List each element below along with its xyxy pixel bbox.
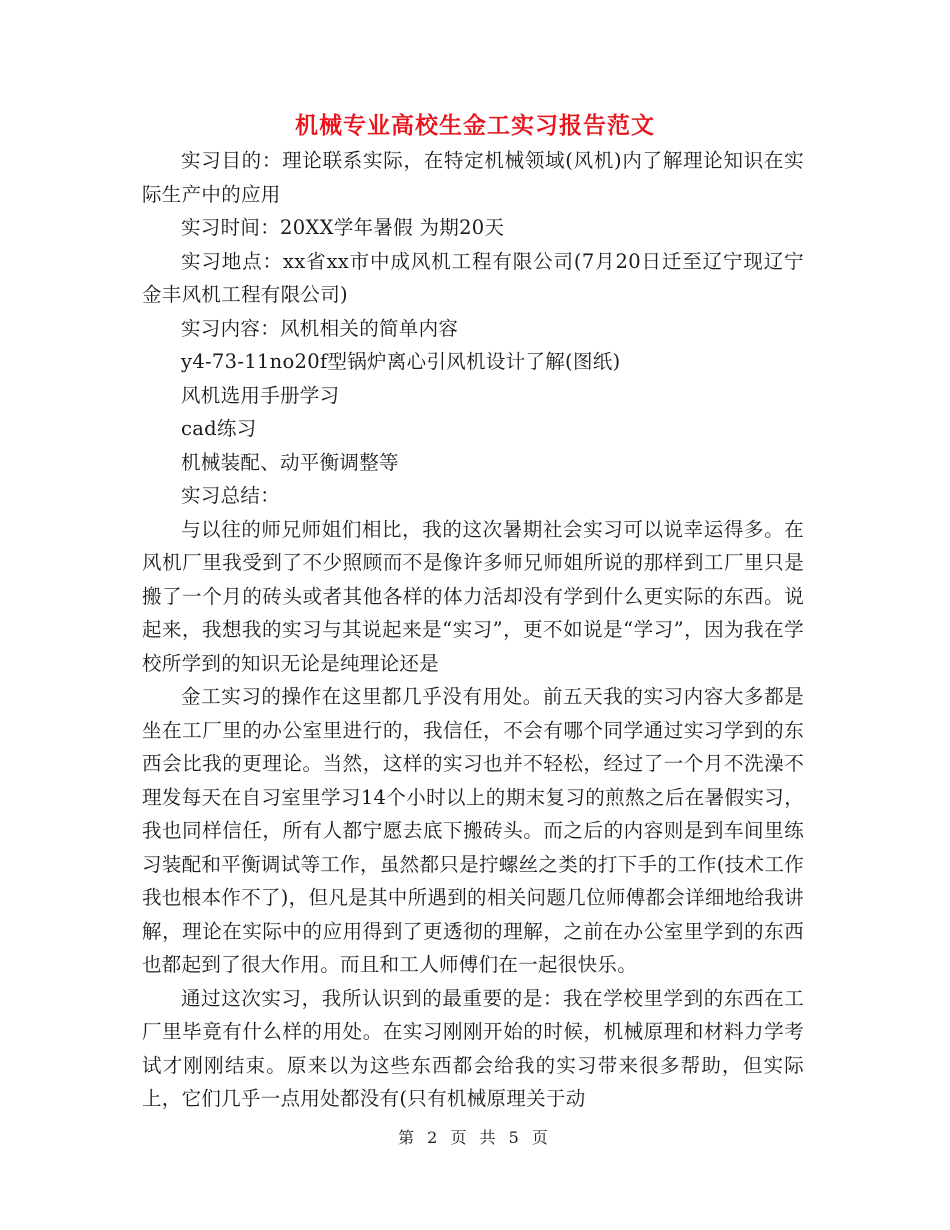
paragraph-item-assembly: 机械装配、动平衡调整等	[181, 450, 399, 474]
paragraph-location: 实习地点：xx省xx市中成风机工程有限公司(7月20日迁至辽宁现辽宁金丰风机工程有限公司)	[142, 249, 804, 306]
paragraph-summary-heading: 实习总结：	[181, 484, 281, 507]
document-body	[142, 144, 804, 1116]
paragraph-summary-2: 金工实习的操作在这里都几乎没有用处。前五天我的实习内容大多都是坐在工厂里的办公室里进行的，我信任，不会有哪个同学通过实习学到的东西会比我的更理论。当然，这样的实习也并不轻松，经过了一个月不洗澡不理发每天在自习室里学习14个小时以上的期末复习的煎熬之后在暑假实习，我也同样信任，所有人都宁愿去底下搬砖头。而之后的内容则是到车间里练习装配和平衡调试等工作，虽然都只是拧螺丝之类的打下手的工作(技术工作我也根本作不了)，但凡是其中所遇到的相关问题几位师傅都会详细地给我讲解，理论在实际中的应用得到了更透彻的理解，之前在办公室里学到的东西也都起到了很大作用。而且和工人师傅们在一起很快乐。	[142, 685, 804, 976]
paragraph-time: 实习时间：20XX学年暑假 为期20天	[181, 216, 505, 239]
page-number-footer: 第 2 页 共 5 页	[398, 1128, 552, 1147]
paragraph-content: 实习内容：风机相关的简单内容	[181, 316, 459, 340]
paragraph-summary-1: 与以往的师兄师姐们相比，我的这次暑期社会实习可以说幸运得多。在风机厂里我受到了不少照顾而不是像许多师兄师姐所说的那样到工厂里只是搬了一个月的砖头或者其他各样的体力活却没有学到什么更实际的东西。说起来，我想我的实习与其说起来是“实习”，更不如说是“学习”，因为我在学校所学到的知识无论是纯理论还是	[142, 517, 804, 675]
paragraph-item-fan-design: y4-73-11no20f型锅炉离心引风机设计了解(图纸)	[181, 350, 621, 373]
paragraph-summary-3: 通过这次实习，我所认识到的最重要的是：我在学校里学到的东西在工厂里毕竟有什么样的用处。在实习刚刚开始的时候，机械原理和材料力学考试才刚刚结束。原来以为这些东西都会给我的实习带来很多帮助，但实际上，它们几乎一点用处都没有(只有机械原理关于动	[142, 986, 804, 1110]
paragraph-item-cad: cad练习	[181, 417, 257, 440]
paragraph-purpose: 实习目的：理论联系实际，在特定机械领域(风机)内了解理论知识在实际生产中的应用	[142, 149, 804, 206]
document-title: 机械专业高校生金工实习报告范文	[295, 112, 655, 139]
paragraph-item-manual: 风机选用手册学习	[181, 383, 340, 407]
